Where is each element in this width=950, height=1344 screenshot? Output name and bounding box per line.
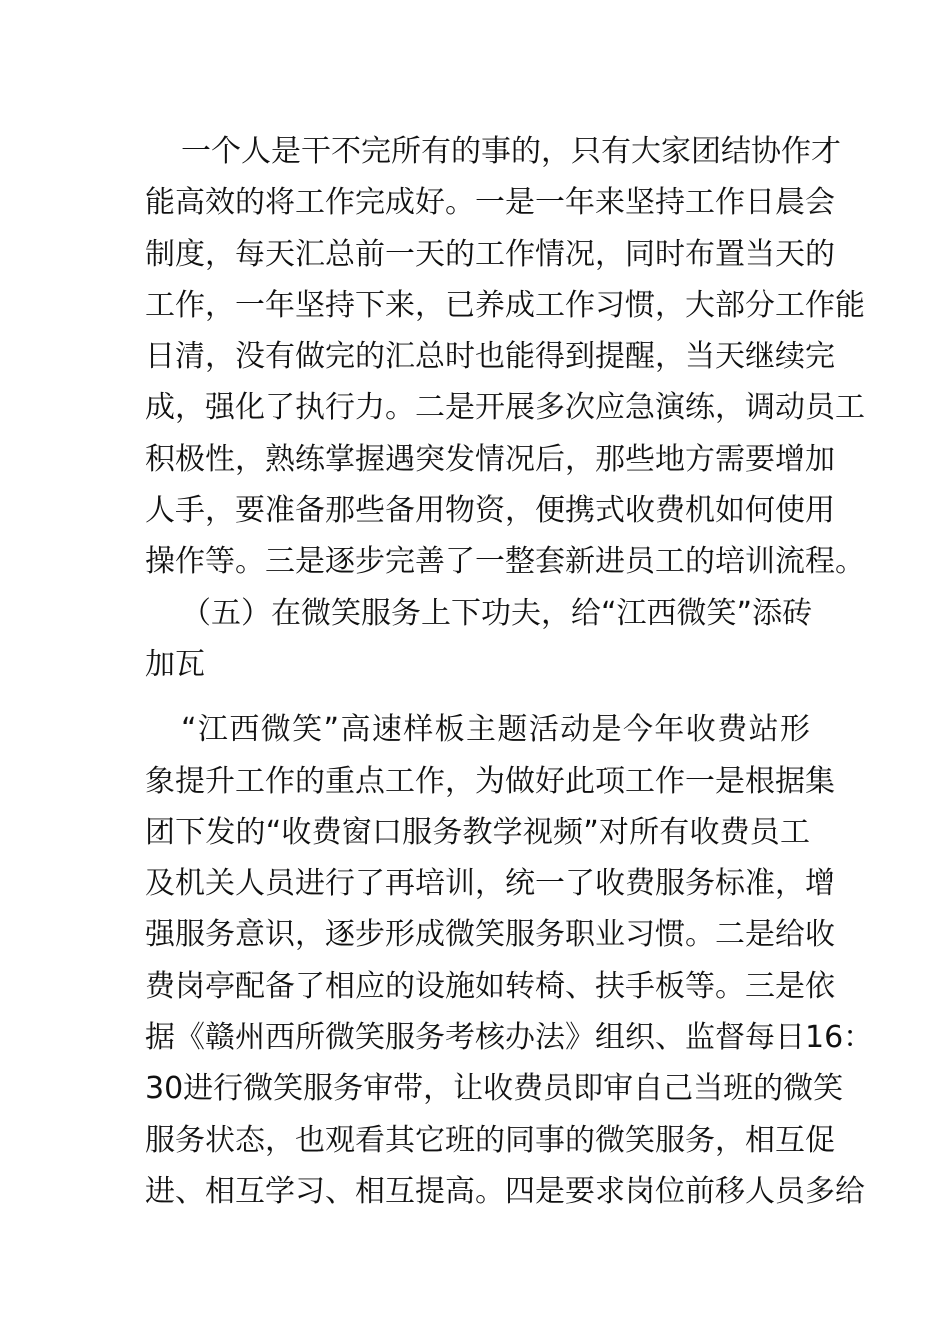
heading-line: （五）在微笑服务上下功夫，给“江西微笑”添砖 xyxy=(181,595,813,631)
text-line: 费岗亭配备了相应的设施如转椅、扶手板等。三是依 xyxy=(145,968,835,1004)
paragraph-gap xyxy=(145,690,810,704)
text-line: 能高效的将工作完成好。一是一年来坚持工作日晨会 xyxy=(145,185,835,221)
text-line: 30进行微笑服务审带，让收费员即审自己当班的微笑 xyxy=(145,1071,844,1107)
text-line: 强服务意识，逐步形成微笑服务职业习惯。二是给收 xyxy=(145,917,835,953)
paragraph-teamwork xyxy=(145,126,865,588)
text-line: 制度，每天汇总前一天的工作情况，同时布置当天的 xyxy=(145,236,835,272)
body-text xyxy=(145,126,874,1217)
text-line: 及机关人员进行了再培训，统一了收费服务标准，增 xyxy=(145,866,835,902)
text-line: 团下发的“收费窗口服务教学视频”对所有收费员工 xyxy=(145,814,810,850)
text-line: 据《赣州西所微笑服务考核办法》组织、监督每日16： xyxy=(145,1020,874,1056)
text-line: 象提升工作的重点工作，为做好此项工作一是根据集 xyxy=(145,763,835,799)
text-line: 操作等。三是逐步完善了一整套新进员工的培训流程。 xyxy=(145,544,865,580)
text-line: 一个人是干不完所有的事的，只有大家团结协作才 xyxy=(181,134,841,169)
text-line: 成，强化了执行力。二是开展多次应急演练，调动员工 xyxy=(145,390,865,426)
text-line: 人手，要准备那些备用物资，便携式收费机如何使用 xyxy=(145,493,835,529)
text-line: 进、相互学习、相互提高。四是要求岗位前移人员多给 xyxy=(145,1173,865,1209)
section-heading xyxy=(145,588,813,691)
text-line: 服务状态，也观看其它班的同事的微笑服务，相互促 xyxy=(145,1122,835,1158)
paragraph-smile-service xyxy=(145,704,874,1217)
text-line: 日清，没有做完的汇总时也能得到提醒，当天继续完 xyxy=(145,339,835,375)
text-line: 工作，一年坚持下来，已养成工作习惯，大部分工作能 xyxy=(145,287,865,323)
text-line: 积极性，熟练掌握遇突发情况后，那些地方需要增加 xyxy=(145,441,835,477)
heading-line: 加瓦 xyxy=(145,646,205,682)
text-line: “江西微笑”高速样板主题活动是今年收费站形 xyxy=(181,712,810,748)
